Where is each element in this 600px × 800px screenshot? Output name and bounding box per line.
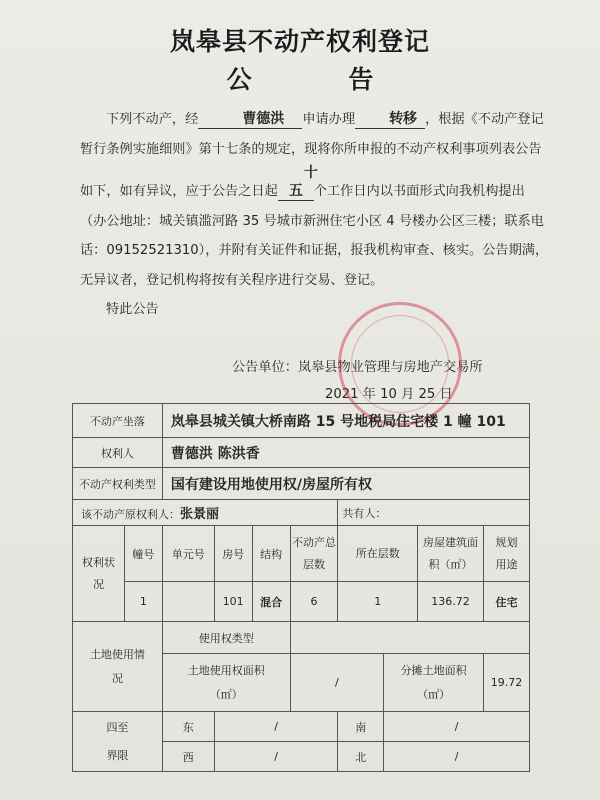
text-segment: 个工作日内以书面形式向我机构提出（办公地址：城关镇滥河路 35 号城市新洲住宅小区 4 号楼办公区三楼；联系电话：09152521310），并附有关证件和证据，报我机构审查、核实。公告期满，无异议者，登记机构将按有关程序进行交易、登记。 xyxy=(80,184,549,288)
unit-name: 岚皋县物业管理与房地产交易所 xyxy=(297,360,483,375)
location-label: 不动产坐落 xyxy=(73,404,163,438)
share-area-value: 19.72 xyxy=(483,654,529,712)
business-field: 转移 xyxy=(355,110,425,129)
original-holder-label: 该不动产原权利人： xyxy=(81,508,180,521)
applicant-field: 曹德洪 xyxy=(198,110,302,129)
value-cell: 1 xyxy=(338,582,418,622)
use-type-label: 使用权类型 xyxy=(162,622,290,654)
document-subtitle: 公 告 xyxy=(226,65,418,94)
land-area-label: 土地使用权面积（㎡） xyxy=(162,654,290,712)
right-type-value: 国有建设用地使用权/房屋所有权 xyxy=(162,468,529,500)
holder-label: 权利人 xyxy=(73,438,163,468)
header-cell: 房号 xyxy=(214,526,252,582)
east-label: 东 xyxy=(162,712,214,742)
value-cell: 136.72 xyxy=(418,582,484,622)
property-table xyxy=(72,403,530,772)
header-cell: 单元号 xyxy=(162,526,214,582)
value-cell: 6 xyxy=(290,582,338,622)
east-value: / xyxy=(214,712,338,742)
text-segment: 下列不动产，经 xyxy=(106,112,199,127)
south-value: / xyxy=(384,712,530,742)
notice-paragraph xyxy=(80,105,550,295)
land-area-value: / xyxy=(290,654,384,712)
holder-value: 曹德洪 陈洪香 xyxy=(162,438,529,468)
text-segment: 申请办理 xyxy=(302,112,356,127)
co-owner-cell xyxy=(338,500,530,526)
notice-body xyxy=(80,105,550,325)
text-segment: ，根据《不动产登记暂行条例实施细则》第十七条的规定，现将你所申报的不动产权利事项列表公告如下，如有异议，应于公告之日起 xyxy=(80,112,544,199)
header-cell: 所在层数 xyxy=(338,526,418,582)
value-cell: 混合 xyxy=(252,582,290,622)
north-label: 北 xyxy=(338,742,384,772)
header-cell: 结构 xyxy=(252,526,290,582)
share-area-label: 分摊土地面积（㎡） xyxy=(384,654,484,712)
unit-label: 公告单位： xyxy=(232,360,298,375)
special-notice: 特此公告 xyxy=(106,302,159,317)
header-cell: 规划用途 xyxy=(483,526,529,582)
value-cell: 住宅 xyxy=(483,582,529,622)
south-label: 南 xyxy=(338,712,384,742)
header-cell: 房屋建筑面积（㎡） xyxy=(418,526,484,582)
document-title: 岚皋县不动产权利登记 xyxy=(169,27,430,56)
land-use-label: 土地使用情况 xyxy=(73,622,163,712)
value-cell: 101 xyxy=(214,582,252,622)
north-value: / xyxy=(384,742,530,772)
west-value: / xyxy=(214,742,338,772)
notice-date: 2021 年 10 月 25 日 xyxy=(325,387,453,402)
boundary-label: 四至界限 xyxy=(73,712,163,772)
days-field: 十五 xyxy=(278,164,314,201)
co-owner-label: 共有人： xyxy=(342,506,387,520)
original-holder-cell xyxy=(73,500,338,526)
right-type-label: 不动产权利类型 xyxy=(73,468,163,500)
header-cell: 幢号 xyxy=(124,526,162,582)
original-holder-value: 张景丽 xyxy=(180,507,220,522)
rights-status-label: 权利状况 xyxy=(73,526,125,622)
use-type-value xyxy=(290,622,529,654)
value-cell xyxy=(162,582,214,622)
header-cell: 不动产总层数 xyxy=(290,526,338,582)
west-label: 西 xyxy=(162,742,214,772)
value-cell: 1 xyxy=(124,582,162,622)
location-value: 岚皋县城关镇大桥南路 15 号地税局住宅楼 1 幢 101 xyxy=(162,404,529,438)
